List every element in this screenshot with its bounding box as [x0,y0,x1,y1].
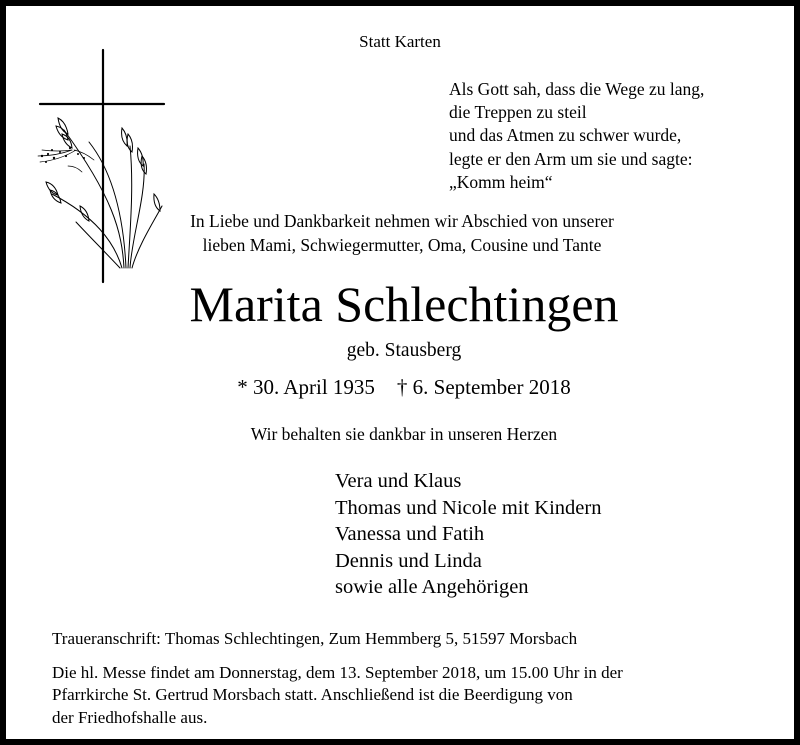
thanks-line: Wir behalten sie dankbar in unseren Herzen [250,424,558,444]
poem-line: legte er den Arm um sie und sagte: [449,148,693,169]
birth-date: * 30. April 1935 [237,375,375,399]
header-title: Statt Karten [359,32,441,51]
poem-line: die Treppen zu steil [449,102,587,123]
family-member: Dennis und Linda [335,549,482,572]
life-dates [6,377,800,398]
deceased-name: Marita Schlechtingen [189,276,619,332]
family-member: Vanessa und Fatih [335,523,485,545]
mass-line: der Friedhofshalle aus. [52,707,208,727]
death-date: † 6. September 2018 [396,375,571,399]
poem-line: Als Gott sah, dass die Wege zu lang, [449,79,705,99]
intro-text [6,210,798,257]
intro-line: lieben Mami, Schwiegermutter, Oma, Cousine und Tante [202,234,602,255]
poem [449,78,704,194]
maiden-name: geb. Stausberg [346,340,462,361]
intro-line: In Liebe und Dankbarkeit nehmen wir Abschied von unserer [190,211,614,231]
mass-line: Pfarrkirche St. Gertrud Morsbach statt. Anschließend ist die Beerdigung von [52,685,573,705]
family-member: Thomas und Nicole mit Kindern [335,496,602,519]
family-list [335,468,601,601]
poem-line: „Komm heim“ [449,171,553,192]
funeral-mass-info [52,662,623,729]
mourning-address: Traueranschrift: Thomas Schlechtingen, Zum Hemmberg 5, 51597 Morsbach [52,629,578,648]
family-member: Vera und Klaus [335,470,462,492]
family-member: sowie alle Angehörigen [335,576,529,598]
mass-line: Die hl. Messe findet am Donnerstag, dem 13. September 2018, um 15.00 Uhr in der [52,663,623,682]
poem-line: und das Atmen zu schwer wurde, [449,125,682,146]
